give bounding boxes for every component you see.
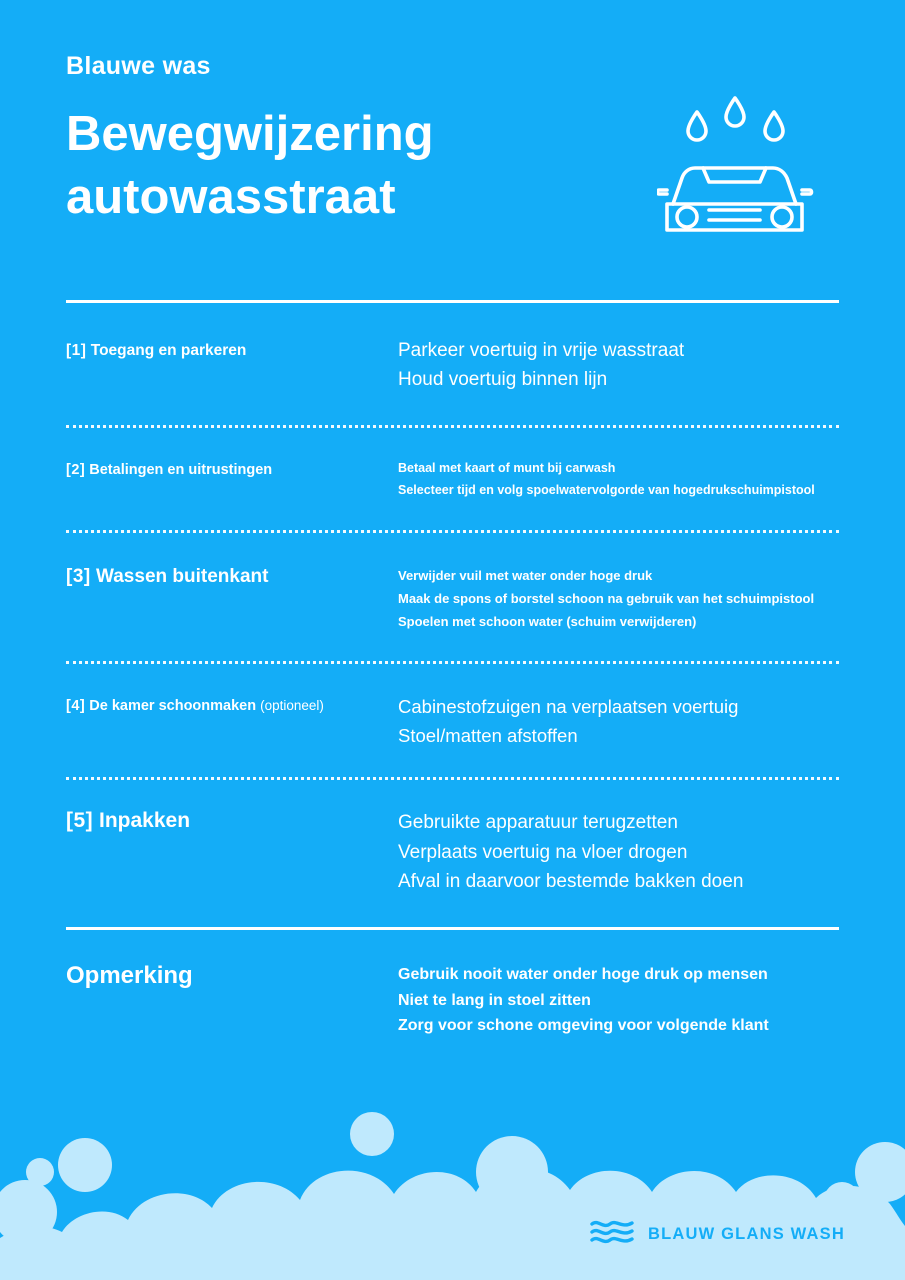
page-title: Bewegwijzering autowasstraat (66, 107, 434, 224)
rule-items-3 (398, 564, 839, 633)
rule-number-5: [5] (66, 809, 94, 833)
rule-label-3 (66, 564, 398, 588)
divider-dotted (66, 425, 839, 428)
rule-title-1: Toegang en parkeren (90, 342, 247, 359)
rule-item: Selecteer tijd en volg spoelwatervolgorde van hogedrukschuimpistool (398, 482, 815, 497)
rule-label-5 (66, 808, 398, 833)
rule-items-1 (398, 336, 839, 395)
rule-item: Betaal met kaart of munt bij carwash (398, 460, 616, 475)
rule-item: Cabinestofzuigen na verplaatsen voertuig (398, 696, 739, 717)
divider-dotted (66, 530, 839, 533)
rule-label-1 (66, 336, 398, 360)
car-wash-icon (657, 86, 847, 276)
waves-icon (589, 1219, 635, 1250)
divider-dotted (66, 661, 839, 664)
divider-dotted (66, 777, 839, 780)
table-row (66, 303, 839, 425)
rule-item: Maak de spons of borstel schoon na gebruik van het schuimpistool (398, 590, 815, 606)
rule-label-2 (66, 458, 398, 478)
note-label: Opmerking (66, 961, 193, 989)
footer-brand-name: BLAUW GLANS WASH (647, 1225, 845, 1243)
rule-items-5 (398, 808, 839, 896)
rule-optional-4: (optioneel) (260, 698, 324, 713)
rule-items-2 (398, 458, 839, 502)
rule-item: Houd voertuig binnen lijn (398, 369, 608, 391)
rule-title-5: Inpakken (99, 809, 191, 833)
rule-number-2: [2] (66, 461, 86, 478)
rule-title-2: Betalingen en uitrustingen (89, 461, 273, 478)
rule-number-4: [4] (66, 698, 86, 714)
footer-logo (589, 1219, 845, 1250)
rule-title-4: De kamer schoonmaken (89, 698, 257, 714)
table-row (66, 664, 839, 777)
rule-item: Afval in daarvoor bestemde bakken doen (398, 871, 744, 893)
rule-item: Verplaats voertuig na vloer drogen (398, 841, 688, 863)
rules-table (66, 300, 839, 1059)
rule-number-1: [1] (66, 342, 87, 359)
note-item: Zorg voor schone omgeving voor volgende klant (398, 1017, 769, 1035)
table-row (66, 428, 839, 530)
note-item: Gebruik nooit water onder hoge druk op mensen (398, 965, 768, 983)
rule-item: Gebruikte apparatuur terugzetten (398, 812, 678, 834)
rule-number-3: [3] (66, 565, 91, 587)
rule-label-4 (66, 693, 398, 714)
brand-name: Blauwe was (66, 52, 211, 80)
rule-item: Verwijder vuil met water onder hoge druk (398, 567, 653, 583)
rule-title-3: Wassen buitenkant (96, 565, 269, 587)
rule-item: Stoel/matten afstoffen (398, 724, 578, 746)
rule-item: Parkeer voertuig in vrije wasstraat (398, 340, 685, 361)
rule-items-4 (398, 693, 839, 750)
note-item: Niet te lang in stoel zitten (398, 991, 591, 1009)
table-row (66, 533, 839, 661)
rule-item: Spoelen met schoon water (schuim verwijderen) (398, 613, 697, 629)
table-row (66, 780, 839, 926)
note-items (398, 962, 839, 1040)
